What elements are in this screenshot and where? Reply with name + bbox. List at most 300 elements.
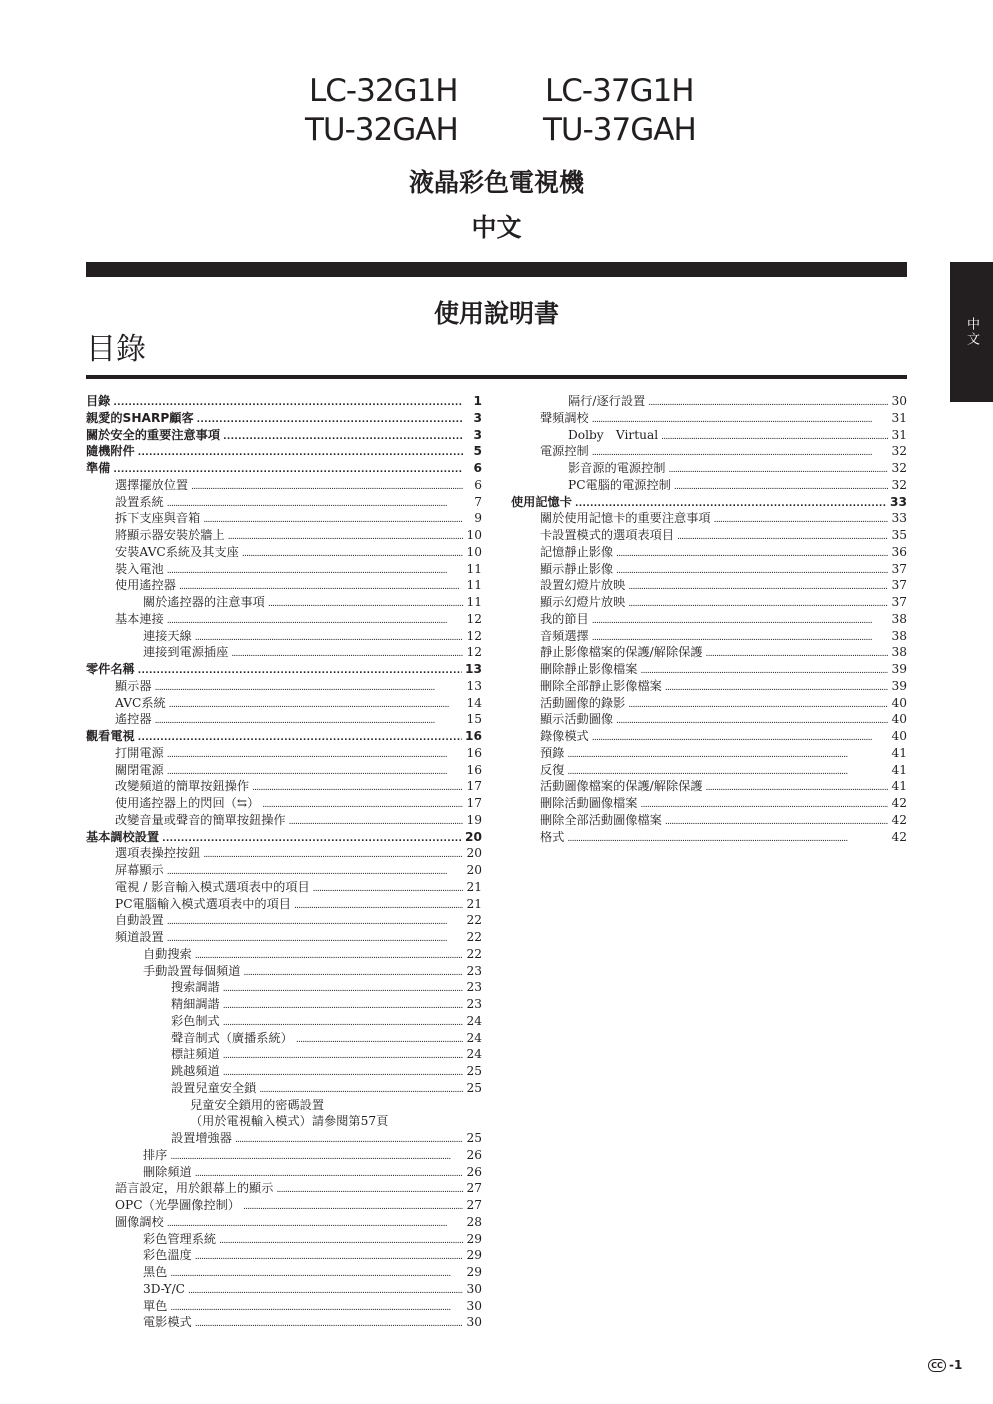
toc-entry-title: AVC系統 — [115, 695, 166, 710]
toc-leader-dots — [231, 644, 463, 661]
toc-entry — [86, 527, 482, 544]
toc-entry-title: 彩色溫度 — [143, 1248, 192, 1263]
toc-leader-dots — [628, 695, 888, 712]
toc-entry — [86, 1113, 482, 1130]
toc-entry-page: 29 — [466, 1248, 482, 1263]
toc-entry-page: 41 — [891, 745, 907, 760]
toc-leader-dots — [167, 762, 463, 779]
toc-entry — [86, 812, 482, 829]
toc-leader-dots — [162, 829, 462, 846]
toc-leader-dots — [289, 812, 463, 829]
toc-entry-title: 將顯示器安裝於牆上 — [115, 528, 225, 542]
toc-entry-title: 刪除活動圖像檔案 — [540, 796, 638, 810]
toc-entry — [86, 929, 482, 946]
toc-leader-dots — [155, 678, 463, 695]
toc-entry-title: 手動設置每個頻道 — [143, 963, 241, 978]
toc-entry — [86, 1314, 482, 1331]
toc-entry — [511, 728, 907, 745]
toc-leader-dots — [706, 644, 888, 661]
toc-leader-dots — [223, 1046, 463, 1063]
toc-leader-dots — [242, 544, 463, 561]
toc-entry-page: 9 — [474, 511, 482, 526]
toc-entry — [86, 1214, 482, 1231]
side-tab-label: 中文 — [964, 317, 979, 347]
toc-entry-title: 影音源的電源控制 — [568, 461, 666, 475]
toc-leader-dots — [188, 1281, 463, 1298]
toc-leader-dots — [155, 711, 463, 728]
toc-leader-dots — [235, 1130, 463, 1147]
toc-leader-dots — [167, 561, 463, 578]
toc-leader-dots — [243, 1197, 463, 1214]
toc-entry-page: 40 — [891, 729, 907, 743]
toc-entry-title: 跳越頻道 — [171, 1064, 220, 1078]
toc-entry-title: 刪除全部活動圖像檔案 — [540, 812, 662, 827]
toc-leader-dots — [167, 494, 463, 511]
toc-entry — [511, 410, 907, 427]
toc-entry-title: 電影模式 — [143, 1315, 192, 1330]
toc-entry-page: 37 — [891, 561, 907, 576]
toc-entry-page: 22 — [466, 946, 482, 961]
toc-entry-title: 選擇擺放位置 — [115, 477, 189, 492]
toc-leader-dots — [714, 510, 888, 527]
toc-entry-page: 25 — [466, 1080, 482, 1095]
toc-entry — [86, 1097, 482, 1114]
toc-entry — [86, 996, 482, 1013]
toc-entry-title: 親愛的SHARP顧客 — [86, 410, 194, 425]
toc-entry-title: 觀看電視 — [86, 729, 135, 743]
toc-leader-dots — [191, 477, 463, 494]
toc-entry — [86, 644, 482, 661]
toc-leader-dots — [138, 661, 462, 678]
toc-entry — [511, 393, 907, 410]
toc-entry-title: 目錄 — [86, 394, 111, 408]
toc-entry-page: 25 — [466, 1131, 482, 1145]
toc-entry-page: 19 — [466, 812, 482, 827]
toc-entry-title: 使用記憶卡 — [511, 494, 572, 509]
toc-entry — [511, 661, 907, 678]
toc-leader-dots — [195, 628, 463, 645]
toc-entry-title: 記憶靜止影像 — [540, 544, 614, 559]
toc-entry-title: 使用遙控器 — [115, 578, 176, 593]
toc-entry — [86, 1046, 482, 1063]
toc-leader-dots — [219, 1231, 463, 1248]
toc-entry-page: 21 — [466, 896, 482, 911]
toc-leader-dots — [195, 1164, 463, 1181]
toc-entry — [86, 577, 482, 594]
toc-heading: 目錄 — [86, 332, 146, 367]
toc-leader-dots — [228, 527, 463, 544]
toc-entry-title: 活動圖像的錄影 — [540, 695, 626, 710]
toc-entry-title: 隨機附件 — [86, 444, 135, 459]
toc-entry-page: 20 — [466, 863, 482, 877]
toc-entry — [86, 896, 482, 913]
toc-entry-page: 23 — [466, 963, 482, 978]
toc-leader-dots — [167, 929, 463, 946]
toc-entry-page: 30 — [891, 394, 907, 408]
toc-entry-page: 7 — [474, 494, 482, 509]
toc-entry-page: 15 — [466, 712, 482, 727]
toc-entry — [511, 812, 907, 829]
toc-entry — [511, 678, 907, 695]
toc-leader-dots — [665, 812, 888, 829]
toc-entry-page: 23 — [466, 980, 482, 995]
toc-entry — [86, 912, 482, 929]
toc-entry-page: 20 — [466, 846, 482, 861]
toc-divider — [86, 375, 907, 379]
toc-entry — [86, 1197, 482, 1214]
toc-leader-dots — [641, 795, 889, 812]
toc-entry — [86, 1264, 482, 1281]
toc-leader-dots — [167, 1214, 463, 1231]
toc-entry-title: 精細調諧 — [171, 997, 220, 1011]
toc-entry — [86, 1281, 482, 1298]
toc-leader-dots — [197, 410, 463, 427]
toc-entry-page: 6 — [474, 477, 482, 492]
toc-entry-title: 關於遙控器的注意事項 — [143, 595, 265, 609]
toc-entry-page: 40 — [891, 695, 907, 710]
toc-leader-dots — [179, 577, 463, 594]
toc-entry — [86, 410, 482, 427]
toc-leader-dots — [167, 912, 463, 929]
toc-entry-title: 改變音量或聲音的簡單按鈕操作 — [115, 812, 286, 827]
toc-entry-title: 連接到電源插座 — [143, 645, 229, 660]
toc-leader-dots — [170, 1264, 463, 1281]
toc-entry-page: 16 — [466, 745, 482, 760]
toc-entry-page: 33 — [891, 511, 907, 526]
toc-leader-dots — [592, 443, 888, 460]
toc-entry-title: 基本調校設置 — [86, 829, 160, 844]
toc-entry — [86, 829, 482, 846]
toc-entry-page: 20 — [465, 829, 482, 844]
toc-entry-title: 單色 — [143, 1298, 168, 1313]
toc-entry — [86, 879, 482, 896]
toc-leader-dots — [313, 879, 463, 896]
toc-entry — [86, 795, 482, 812]
toc-entry — [86, 678, 482, 695]
toc-entry — [86, 510, 482, 527]
toc-leader-dots — [170, 1298, 463, 1315]
toc-entry-title: 搜索調諧 — [171, 980, 220, 995]
toc-entry-title: 反復 — [540, 762, 565, 777]
toc-entry-title: PC電腦的電源控制 — [568, 477, 671, 492]
toc-entry — [86, 1080, 482, 1097]
toc-entry — [511, 494, 907, 511]
toc-entry-page: 42 — [891, 829, 907, 844]
toc-entry-title: Dolby Virtual — [568, 427, 659, 442]
toc-entry-page: 12 — [466, 611, 482, 626]
toc-entry — [86, 862, 482, 879]
toc-entry-page: 35 — [891, 528, 907, 542]
toc-leader-dots — [665, 678, 888, 695]
toc-leader-dots — [203, 845, 463, 862]
toc-entry — [86, 979, 482, 996]
toc-leader-dots — [641, 661, 889, 678]
toc-leader-dots — [259, 1080, 463, 1097]
toc-entry — [86, 1180, 482, 1197]
toc-entry-page: 30 — [466, 1315, 482, 1330]
toc-entry — [86, 561, 482, 578]
toc-entry-page: 38 — [891, 611, 907, 626]
toc-entry — [511, 829, 907, 846]
toc-entry — [86, 778, 482, 795]
toc-leader-dots — [567, 762, 888, 779]
toc-entry-page: 26 — [466, 1164, 482, 1179]
toc-entry-title: 音頻選擇 — [540, 628, 589, 643]
toc-entry-page: 37 — [891, 595, 907, 609]
toc-leader-dots — [661, 427, 888, 444]
toc-entry-page: 32 — [891, 477, 907, 492]
toc-entry — [86, 1298, 482, 1315]
language-side-tab — [950, 262, 993, 402]
toc-entry-page: 31 — [891, 427, 907, 442]
toc-entry-page: 37 — [891, 578, 907, 593]
toc-entry — [86, 762, 482, 779]
toc-entry-page: 22 — [466, 913, 482, 928]
toc-entry-title: 顯示靜止影像 — [540, 561, 614, 576]
toc-entry-page: 16 — [466, 762, 482, 777]
model-number: TU-37GAH — [543, 112, 696, 148]
toc-entry-page: 29 — [466, 1265, 482, 1279]
toc-entry-title: 設置幻燈片放映 — [540, 578, 626, 593]
toc-leader-dots — [575, 494, 887, 511]
toc-entry-page: 24 — [466, 1030, 482, 1045]
toc-leader-dots — [648, 393, 888, 410]
toc-entry-page: 42 — [891, 796, 907, 810]
toc-entry-title: 屏幕顯示 — [115, 863, 164, 877]
toc-entry — [86, 1063, 482, 1080]
toc-entry-page: 16 — [465, 729, 482, 743]
toc-leader-dots — [138, 728, 462, 745]
toc-entry-title: 刪除全部靜止影像檔案 — [540, 678, 662, 693]
toc-entry-title: 電視 / 影音輸入模式選項表中的項目 — [115, 879, 310, 894]
toc-entry-page: 40 — [891, 712, 907, 727]
toc-leader-dots — [223, 996, 463, 1013]
toc-entry — [511, 745, 907, 762]
toc-entry-title: 預錄 — [540, 745, 565, 760]
toc-entry — [511, 460, 907, 477]
model-number: TU-32GAH — [305, 112, 458, 148]
toc-leader-dots — [113, 393, 463, 410]
chinese-language-icon: CC — [928, 1359, 946, 1372]
toc-leader-dots — [223, 1013, 463, 1030]
toc-leader-dots — [167, 611, 463, 628]
toc-leader-dots — [628, 594, 888, 611]
toc-entry-title: 圖像調校 — [115, 1214, 164, 1229]
toc-leader-dots — [616, 544, 888, 561]
toc-entry — [86, 427, 482, 444]
toc-entry — [86, 443, 482, 460]
toc-entry — [86, 963, 482, 980]
toc-entry-title: 排序 — [143, 1147, 168, 1162]
toc-entry-title: 聲音制式（廣播系統） — [171, 1030, 293, 1045]
toc-leader-dots — [138, 443, 463, 460]
toc-leader-dots — [592, 628, 888, 645]
toc-entry-title: 格式 — [540, 829, 565, 844]
toc-entry — [86, 1247, 482, 1264]
toc-entry-title: 自動設置 — [115, 913, 164, 928]
toc-entry-page: 32 — [891, 461, 907, 475]
toc-entry-page: 32 — [891, 444, 907, 459]
toc-leader-dots — [674, 477, 888, 494]
model-number: LC-37G1H — [545, 73, 694, 109]
toc-leader-dots — [706, 778, 888, 795]
toc-leader-dots — [669, 460, 889, 477]
toc-entry — [86, 946, 482, 963]
toc-entry-page: 3 — [473, 410, 482, 425]
toc-entry-title: 標註頻道 — [171, 1047, 220, 1062]
toc-entry-page: 39 — [891, 662, 907, 676]
toc-entry-page: 23 — [466, 997, 482, 1011]
toc-entry-title: 打開電源 — [115, 745, 164, 760]
toc-entry-title: 活動圖像檔案的保護/解除保護 — [540, 779, 703, 794]
toc-leader-dots — [223, 1063, 463, 1080]
toc-entry-page: 41 — [891, 779, 907, 794]
toc-entry-title: PC電腦輸入模式選項表中的項目 — [115, 896, 291, 911]
toc-entry-page: 39 — [891, 678, 907, 693]
toc-entry-title: 黑色 — [143, 1265, 168, 1279]
toc-entry — [86, 1147, 482, 1164]
toc-leader-dots — [268, 594, 463, 611]
toc-entry — [86, 661, 482, 678]
toc-entry-title: 準備 — [86, 461, 111, 475]
toc-entry-title: 3D-Y/C — [143, 1281, 186, 1296]
toc-leader-dots — [296, 1030, 463, 1047]
toc-entry — [86, 745, 482, 762]
toc-entry — [511, 510, 907, 527]
toc-entry-page: 28 — [466, 1214, 482, 1229]
toc-entry-title: 頻道設置 — [115, 930, 164, 944]
toc-leader-dots — [592, 611, 888, 628]
toc-entry-title: 關於使用記憶卡的重要注意事項 — [540, 511, 711, 526]
toc-entry-page: 36 — [891, 544, 907, 559]
toc-entry-page: 25 — [466, 1064, 482, 1078]
toc-entry-title: 錄像模式 — [540, 729, 589, 743]
toc-leader-dots — [567, 745, 888, 762]
toc-leader-dots — [167, 745, 463, 762]
toc-entry — [86, 1231, 482, 1248]
toc-entry-page: 21 — [466, 879, 482, 894]
toc-entry-title: 基本連接 — [115, 611, 164, 626]
toc-entry-title: 關閉電源 — [115, 762, 164, 777]
toc-entry — [511, 695, 907, 712]
toc-entry-title: 聲頻調校 — [540, 410, 589, 425]
toc-leader-dots — [169, 695, 463, 712]
toc-entry — [86, 1164, 482, 1181]
toc-entry-title: 彩色管理系統 — [143, 1231, 217, 1246]
toc-entry-title: 刪除頻道 — [143, 1164, 192, 1179]
toc-leader-dots — [616, 711, 888, 728]
toc-leader-dots — [628, 577, 888, 594]
toc-entry — [86, 393, 482, 410]
toc-leader-dots — [616, 561, 888, 578]
toc-entry — [511, 527, 907, 544]
toc-entry — [511, 427, 907, 444]
toc-leader-dots — [223, 427, 463, 444]
toc-entry-title: 零件名稱 — [86, 662, 135, 676]
toc-entry-title: OPC（光學圖像控制） — [115, 1198, 241, 1212]
toc-leader-dots — [592, 728, 888, 745]
toc-entry-page: 31 — [891, 410, 907, 425]
toc-leader-dots — [195, 1247, 463, 1264]
toc-entry-page: 27 — [466, 1181, 482, 1196]
toc-entry-title: 顯示幻燈片放映 — [540, 595, 626, 609]
toc-entry — [511, 443, 907, 460]
toc-entry-title: 卡設置模式的選項表項目 — [540, 528, 675, 542]
toc-entry-title: 關於安全的重要注意事項 — [86, 427, 221, 442]
toc-entry-title: 我的節目 — [540, 611, 589, 626]
toc-entry-page: 27 — [466, 1198, 482, 1212]
toc-entry — [86, 1130, 482, 1147]
toc-entry — [86, 845, 482, 862]
toc-entry-page: 30 — [466, 1298, 482, 1313]
toc-entry — [86, 477, 482, 494]
toc-entry-page: 1 — [473, 394, 482, 408]
product-name: 液晶彩色電視機 — [408, 168, 584, 197]
toc-entry-title: 設置增強器 — [171, 1131, 232, 1145]
page-number-label: -1 — [949, 1358, 963, 1372]
toc-entry-title: 靜止影像檔案的保護/解除保護 — [540, 645, 703, 660]
toc-entry-page: 24 — [466, 1047, 482, 1062]
toc-entry-page: 26 — [466, 1147, 482, 1162]
toc-column-right — [511, 393, 907, 845]
toc-entry-page: 17 — [466, 779, 482, 794]
toc-leader-dots — [294, 896, 463, 913]
toc-entry-title: 顯示器 — [115, 678, 152, 693]
toc-entry-page: 11 — [466, 561, 482, 576]
toc-entry — [86, 460, 482, 477]
toc-leader-dots — [262, 795, 463, 812]
toc-entry-page: 11 — [466, 578, 482, 593]
header-divider-bar — [86, 262, 907, 277]
toc-entry-title: 裝入電池 — [115, 561, 164, 576]
toc-entry-page: 10 — [466, 544, 482, 559]
toc-entry — [511, 711, 907, 728]
toc-entry-page: 24 — [466, 1013, 482, 1028]
toc-entry-title: 安裝AVC系統及其支座 — [115, 544, 239, 559]
toc-column-left — [86, 393, 482, 1331]
toc-leader-dots — [113, 460, 463, 477]
toc-entry — [86, 594, 482, 611]
toc-entry-page: 42 — [891, 812, 907, 827]
toc-leader-dots — [195, 946, 463, 963]
toc-entry — [86, 544, 482, 561]
toc-entry-title: 電源控制 — [540, 444, 589, 459]
toc-entry-page: 12 — [466, 645, 482, 660]
toc-entry-title: 使用遙控器上的閃回（⇆） — [115, 796, 260, 810]
toc-entry-title: 彩色制式 — [171, 1013, 220, 1028]
toc-entry — [511, 561, 907, 578]
toc-entry — [86, 711, 482, 728]
page-number — [928, 1358, 962, 1372]
toc-entry-title: 刪除靜止影像檔案 — [540, 662, 638, 676]
toc-entry-title: （用於電視輸入模式）請參閱第57頁 — [190, 1114, 389, 1129]
toc-entry-page: 33 — [890, 494, 907, 509]
toc-entry-page: 38 — [891, 628, 907, 643]
model-number: LC-32G1H — [309, 73, 458, 109]
toc-entry-page: 5 — [473, 444, 482, 459]
toc-entry-title: 連接天線 — [143, 628, 192, 643]
toc-entry-title: 拆下支座與音箱 — [115, 511, 201, 526]
toc-entry-page: 29 — [466, 1231, 482, 1246]
toc-entry-title: 改變頻道的簡單按鈕操作 — [115, 779, 250, 794]
toc-entry-title: 選項表操控按鈕 — [115, 846, 201, 861]
toc-entry — [511, 778, 907, 795]
toc-entry-page: 14 — [466, 695, 482, 710]
toc-leader-dots — [195, 1314, 463, 1331]
toc-entry — [86, 628, 482, 645]
toc-entry-page: 41 — [891, 762, 907, 777]
toc-entry — [511, 762, 907, 779]
